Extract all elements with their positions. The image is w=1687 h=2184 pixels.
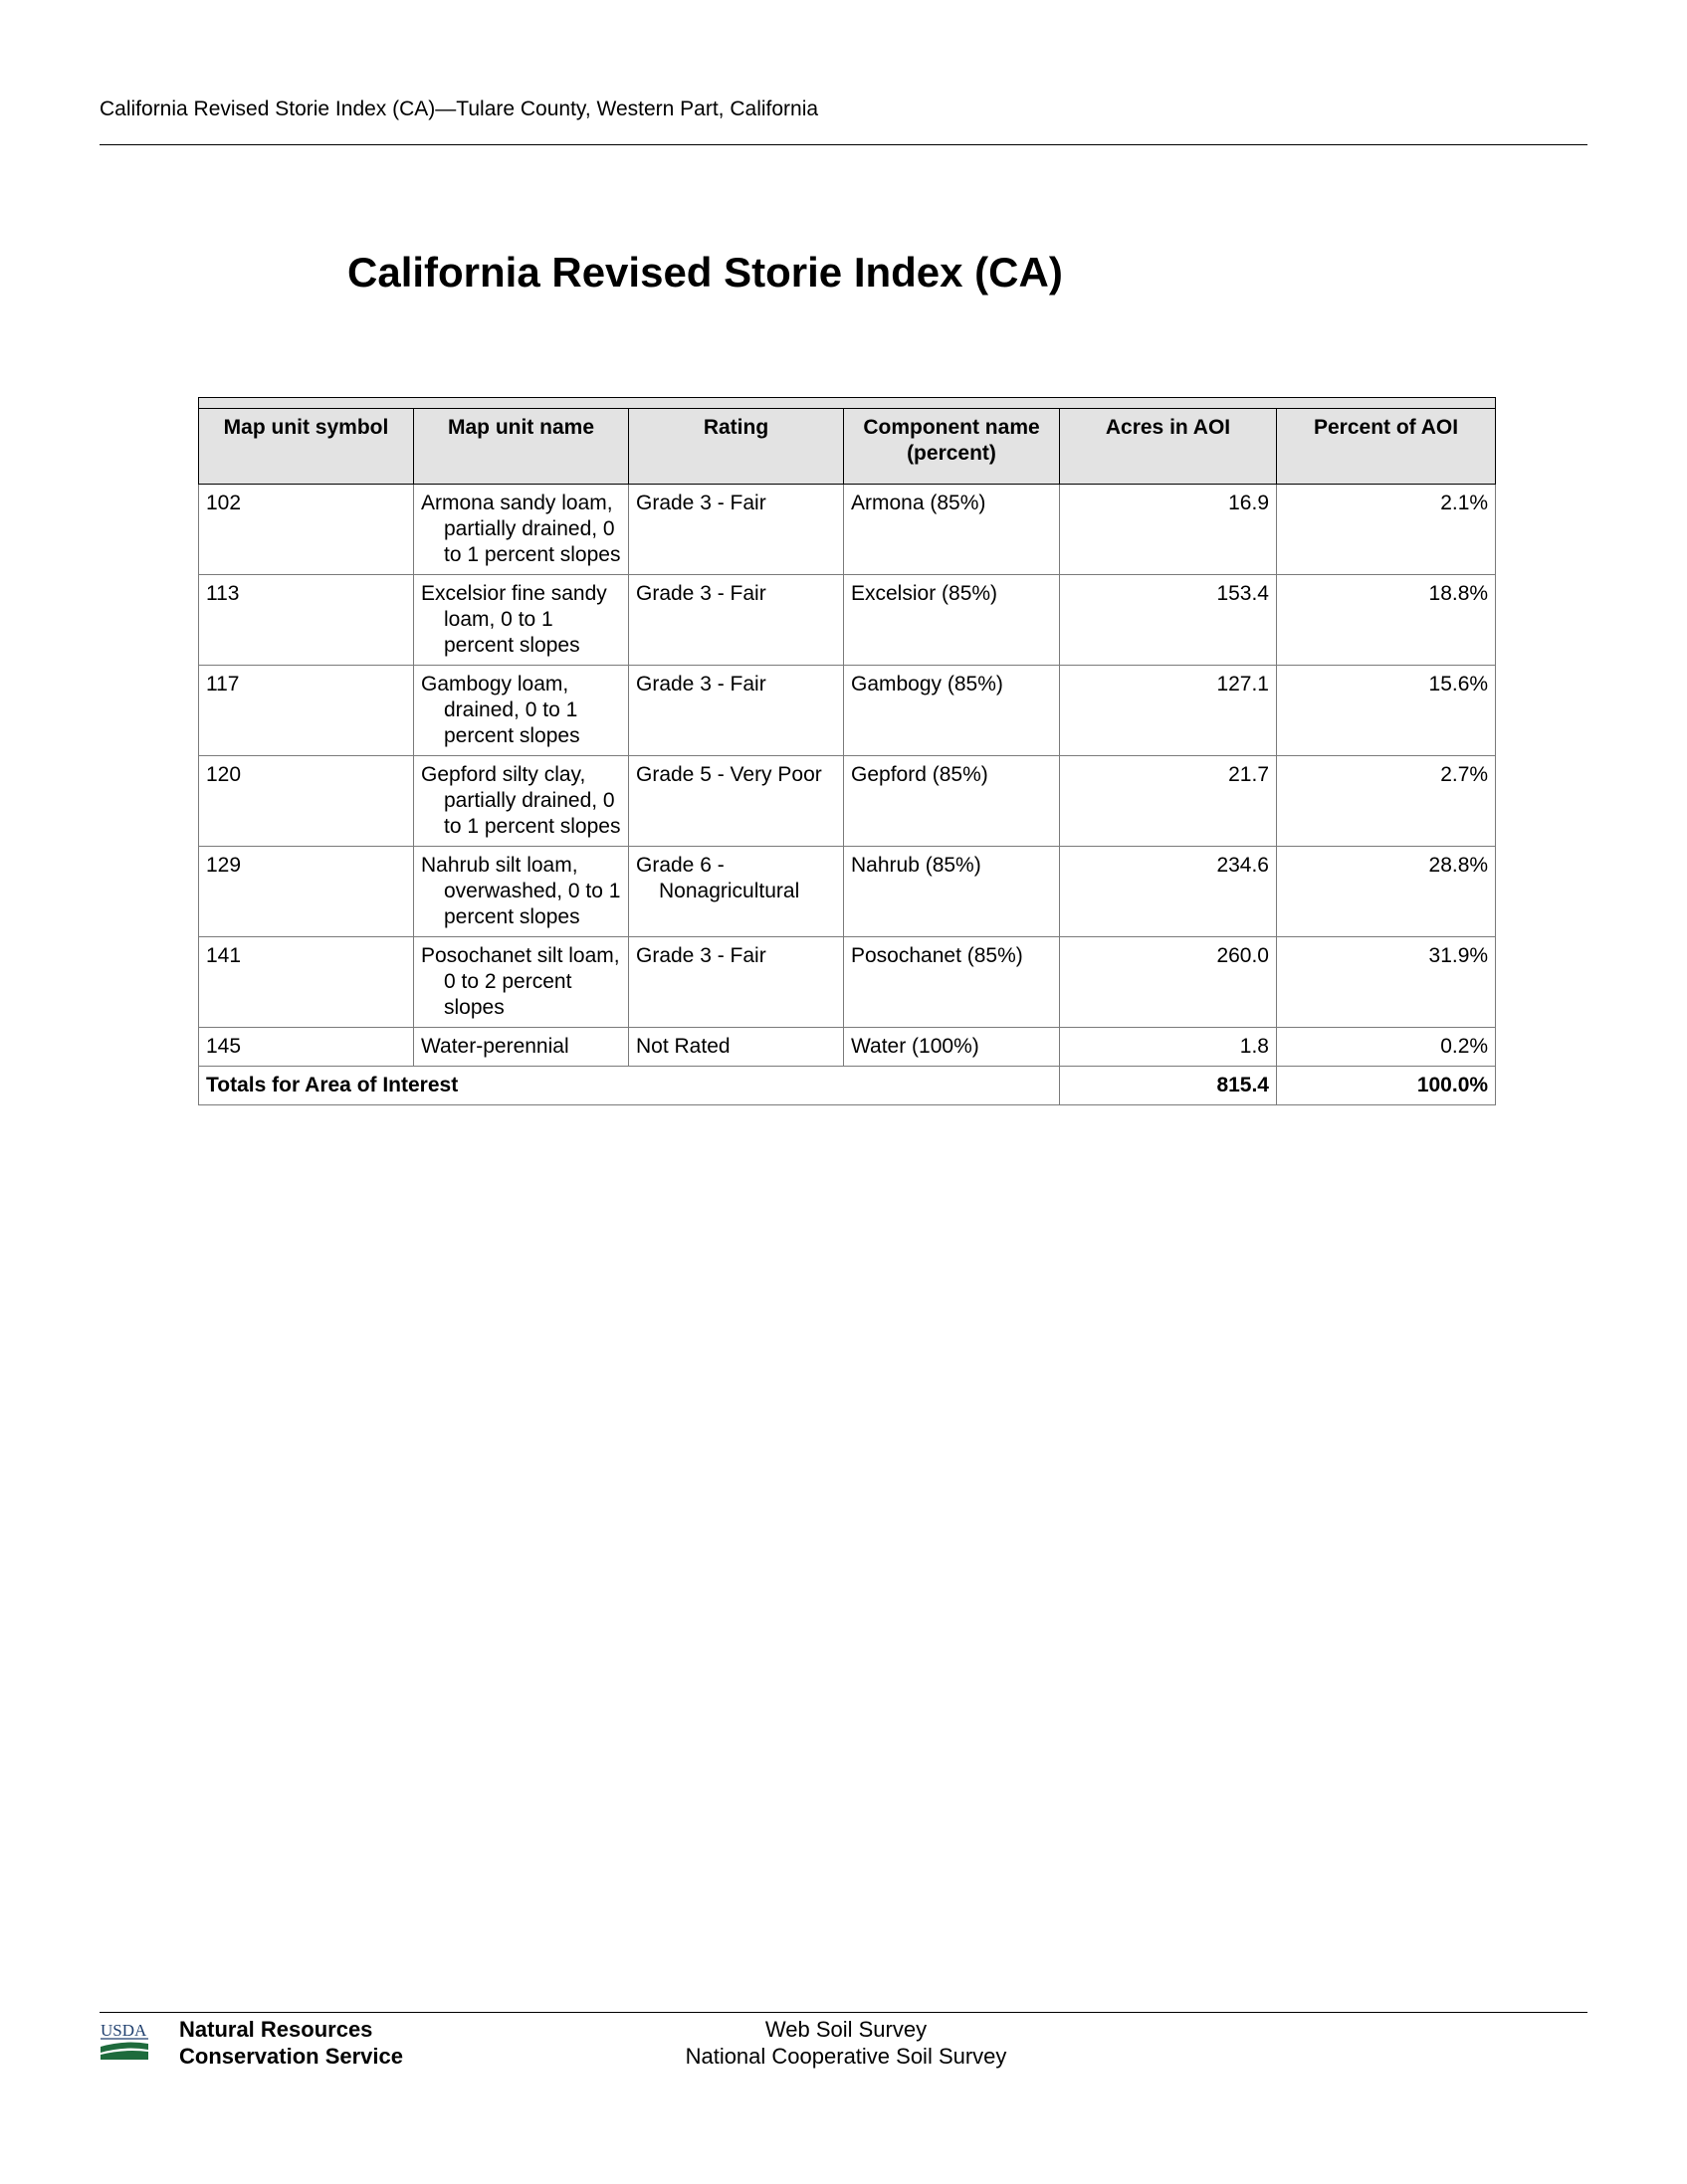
cell-text: Grade 3 - Fair	[636, 492, 766, 514]
cell-name	[414, 756, 629, 847]
cell-acres	[1060, 575, 1277, 666]
table-row	[199, 485, 1496, 575]
cell-text: 113	[206, 582, 240, 605]
cell-text: 120	[206, 763, 242, 786]
table-row	[199, 847, 1496, 937]
cell-symbol	[199, 666, 414, 756]
totals-label: Totals for Area of Interest	[199, 1067, 1060, 1105]
cell-percent	[1277, 575, 1496, 666]
cell-name	[414, 937, 629, 1028]
survey-name	[647, 2016, 1045, 2070]
cell-text: Excelsior fine sandy loam, 0 to 1 percent slopes	[421, 582, 607, 657]
usda-logo	[100, 2020, 149, 2062]
cell-text: Grade 3 - Fair	[636, 944, 766, 967]
agency-name	[179, 2016, 403, 2070]
cell-rating	[629, 485, 844, 575]
cell-text: Excelsior (85%)	[851, 582, 998, 605]
cell-text: Water (100%)	[851, 1035, 979, 1058]
cell-acres	[1060, 1028, 1277, 1067]
cell-text: 234.6	[1216, 854, 1269, 877]
cell-component	[844, 666, 1060, 756]
cell-name	[414, 666, 629, 756]
cell-text: Posochanet (85%)	[851, 944, 1023, 967]
cell-symbol	[199, 937, 414, 1028]
cell-text: Gambogy loam, drained, 0 to 1 percent slopes	[421, 673, 580, 747]
cell-percent	[1277, 1028, 1496, 1067]
cell-text: Armona (85%)	[851, 492, 986, 514]
cell-text: 102	[206, 492, 242, 514]
cell-text: Gepford silty clay, partially drained, 0 to 1 percent slopes	[421, 763, 621, 838]
cell-text: 145	[206, 1035, 242, 1058]
cell-text: Nahrub (85%)	[851, 854, 981, 877]
cell-text: Grade 6 - Nonagricultural	[636, 854, 800, 902]
cell-component	[844, 756, 1060, 847]
column-header: Acres in AOI	[1060, 409, 1277, 485]
cell-acres	[1060, 666, 1277, 756]
cell-percent	[1277, 666, 1496, 756]
column-header: Percent of AOI	[1277, 409, 1496, 485]
cell-text: Nahrub silt loam, overwashed, 0 to 1 percent slopes	[421, 854, 621, 928]
cell-component	[844, 937, 1060, 1028]
page-header: California Revised Storie Index (CA)—Tulare County, Western Part, California	[100, 98, 819, 120]
cell-percent	[1277, 756, 1496, 847]
cell-text: 16.9	[1228, 492, 1269, 514]
totals-acres: 815.4	[1060, 1067, 1277, 1105]
cell-text: Grade 3 - Fair	[636, 673, 766, 695]
cell-text: 260.0	[1216, 944, 1269, 967]
table-row	[199, 937, 1496, 1028]
survey-line: Web Soil Survey	[764, 2017, 928, 2042]
cell-text: Posochanet silt loam, 0 to 2 percent slopes	[421, 944, 620, 1019]
cell-text: 2.1%	[1440, 492, 1489, 514]
cell-acres	[1060, 756, 1277, 847]
agency-line: Conservation Service	[179, 2044, 403, 2069]
usda-logo-text: USDA	[101, 2021, 147, 2040]
cell-text: 28.8%	[1428, 854, 1489, 877]
cell-acres	[1060, 937, 1277, 1028]
table-header-row	[199, 409, 1496, 485]
agency-line: Natural Resources	[179, 2017, 373, 2042]
cell-acres	[1060, 485, 1277, 575]
column-header: Rating	[629, 409, 844, 485]
table-row	[199, 575, 1496, 666]
page-title: California Revised Storie Index (CA)	[347, 249, 1063, 296]
cell-text: 141	[206, 944, 242, 967]
header-divider	[100, 144, 1587, 145]
cell-text: Gepford (85%)	[851, 763, 988, 786]
cell-text: 127.1	[1216, 673, 1269, 695]
cell-symbol	[199, 847, 414, 937]
cell-percent	[1277, 485, 1496, 575]
totals-row	[199, 1067, 1496, 1105]
cell-percent	[1277, 937, 1496, 1028]
cell-text: 129	[206, 854, 242, 877]
cell-component	[844, 1028, 1060, 1067]
cell-percent	[1277, 847, 1496, 937]
cell-text: 31.9%	[1428, 944, 1489, 967]
cell-text: Gambogy (85%)	[851, 673, 1003, 695]
cell-text: Armona sandy loam, partially drained, 0 to 1 percent slopes	[421, 492, 621, 566]
cell-text: Water-perennial	[421, 1035, 569, 1058]
cell-text: 18.8%	[1428, 582, 1489, 605]
cell-rating	[629, 756, 844, 847]
table-row	[199, 1028, 1496, 1067]
cell-text: 21.7	[1228, 763, 1269, 786]
cell-acres	[1060, 847, 1277, 937]
cell-name	[414, 575, 629, 666]
cell-rating	[629, 666, 844, 756]
cell-text: Not Rated	[636, 1035, 731, 1058]
storie-index-table	[198, 397, 1496, 1105]
cell-rating	[629, 1028, 844, 1067]
cell-component	[844, 485, 1060, 575]
cell-name	[414, 1028, 629, 1067]
survey-line: National Cooperative Soil Survey	[685, 2044, 1007, 2069]
column-header: Component name (percent)	[844, 409, 1060, 485]
cell-text: 0.2%	[1440, 1035, 1489, 1058]
cell-text: 117	[206, 673, 240, 695]
cell-text: 1.8	[1239, 1035, 1269, 1058]
cell-rating	[629, 847, 844, 937]
cell-rating	[629, 575, 844, 666]
usda-logo-band	[101, 2051, 148, 2060]
cell-name	[414, 485, 629, 575]
table-row	[199, 666, 1496, 756]
table-caption-bar	[199, 398, 1496, 409]
cell-symbol	[199, 1028, 414, 1067]
cell-component	[844, 847, 1060, 937]
cell-text: Grade 3 - Fair	[636, 582, 766, 605]
column-header: Map unit name	[414, 409, 629, 485]
cell-name	[414, 847, 629, 937]
table-row	[199, 756, 1496, 847]
cell-component	[844, 575, 1060, 666]
cell-symbol	[199, 575, 414, 666]
cell-symbol	[199, 485, 414, 575]
table-body	[199, 485, 1496, 1067]
cell-text: Grade 5 - Very Poor	[636, 763, 822, 786]
cell-symbol	[199, 756, 414, 847]
cell-rating	[629, 937, 844, 1028]
totals-percent: 100.0%	[1277, 1067, 1496, 1105]
cell-text: 153.4	[1216, 582, 1269, 605]
cell-text: 2.7%	[1440, 763, 1489, 786]
footer-divider	[100, 2012, 1587, 2013]
cell-text: 15.6%	[1428, 673, 1489, 695]
column-header: Map unit symbol	[199, 409, 414, 485]
